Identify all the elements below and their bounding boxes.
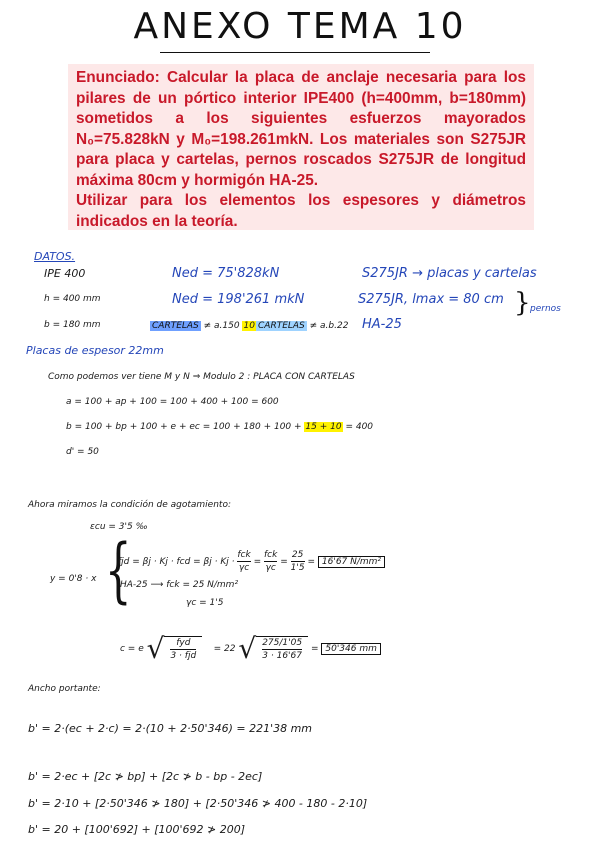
y-equation: y = 0'8 · x — [50, 574, 97, 584]
material-pernos: S275JR, lmax = 80 cm — [358, 292, 504, 307]
datos-profile: IPE 400 — [44, 267, 86, 280]
b-line-post: = 400 — [342, 422, 374, 432]
fraction-den: 1'5 — [290, 563, 305, 573]
page-title: ANEXO TEMA 10 — [133, 6, 467, 47]
sqrt-icon: √ — [238, 632, 257, 665]
bprime-line-1: b' = 2·(ec + 2·c) = 2·(10 + 2·50'346) = 221'38 mm — [28, 722, 313, 735]
fraction-num: 25 — [291, 550, 304, 560]
c-result: 50'346 mm — [321, 643, 381, 655]
cartelas-note-2 — [256, 321, 348, 331]
statement-paragraph-1: Enunciado: Calcular la placa de anclaje necesaria para los pilares de un pórtico interior IPE400 (h=400mm, b=180mm) sometidos a los siguientes esfuerzos mayorados N₀=75.828kN y M₀=198.261mkN. Los materiales son S275JR para placa y cartelas, pernos roscados S275JR de longitud máxima 80cm y hormigón HA-25. — [76, 69, 526, 189]
intro-line: Como podemos ver tiene M y N ⇒ Modulo 2 : PLACA CON CARTELAS — [48, 372, 355, 382]
pernos-label: pernos — [530, 304, 561, 314]
b-line — [66, 422, 373, 432]
title-underline — [160, 52, 430, 53]
problem-statement-box — [68, 64, 534, 230]
datos-heading: DATOS. — [34, 250, 76, 263]
a-line: a = 100 + ap + 100 = 100 + 400 + 100 = 600 — [66, 397, 279, 407]
fraction-num: 275/1'05 — [262, 637, 303, 648]
fjd-eq: = — [253, 557, 262, 567]
cartelas-rest-1: ≠ a.150 — [203, 321, 243, 331]
ecu-line: εcu = 3'5 ‰ — [90, 522, 148, 532]
fraction-num: fyd — [170, 637, 196, 650]
b-line-pre: b = 100 + bp + 100 + e + ec = 100 + 180 + 100 + — [66, 422, 305, 432]
fraction-den: 3 · fjd — [170, 650, 197, 661]
c-equation — [120, 632, 381, 665]
ha-line: HA-25 ⟶ fck = 25 N/mm² — [120, 580, 239, 590]
ned-moment: Ned = 198'261 mkN — [172, 292, 305, 307]
c-fraction-1 — [164, 636, 202, 662]
fjd-fraction-2 — [264, 549, 277, 574]
material-hormigon: HA-25 — [362, 317, 402, 332]
fjd-fraction-3 — [291, 549, 305, 574]
ahora-line: Ahora miramos la condición de agotamiento: — [28, 500, 231, 510]
cartelas-note-1 — [150, 321, 256, 331]
ancho-heading: Ancho portante: — [28, 684, 101, 694]
c-eq: = — [310, 644, 319, 654]
bprime-line-4: b' = 20 + [100'692] + [100'692 ≯ 200] — [28, 823, 246, 836]
cartelas-highlight-10: 10 — [243, 321, 255, 331]
gamma-line: γc = 1'5 — [186, 598, 224, 608]
cartelas-label-blue: CARTELAS — [152, 321, 199, 331]
fjd-pre: fjd = βj · Kj · fcd = βj · Kj · — [118, 557, 235, 567]
placas-espesor: Placas de espesor 22mm — [26, 344, 164, 357]
datos-width: b = 180 mm — [44, 320, 101, 330]
bprime-line-3: b' = 2·10 + [2·50'346 ≯ 180] + [2·50'346 ≯ 400 - 180 - 2·10] — [28, 797, 368, 810]
datos-height: h = 400 mm — [44, 294, 101, 304]
fjd-eq-3: = — [307, 557, 316, 567]
cartelas-rest-2: ≠ a.b.22 — [309, 321, 349, 331]
d-line: d' = 50 — [66, 447, 99, 457]
fraction-num: fck — [237, 550, 251, 560]
cartelas-label-cyan: CARTELAS — [258, 321, 305, 331]
material-placas: S275JR → placas y cartelas — [362, 266, 537, 281]
fjd-fraction-1 — [237, 549, 250, 574]
c-pre: c = e — [120, 644, 144, 654]
bprime-line-2: b' = 2·ec + [2c ≯ bp] + [2c ≯ b - bp - 2ec] — [28, 770, 263, 783]
fjd-equation — [118, 549, 385, 574]
problem-statement-text — [76, 68, 526, 232]
pernos-brace: } — [514, 288, 531, 318]
sqrt-icon: √ — [146, 632, 165, 665]
ned-axial: Ned = 75'828kN — [172, 266, 280, 281]
condition-brace: { — [104, 529, 132, 611]
fjd-result: 16'67 N/mm² — [318, 556, 385, 568]
b-line-highlight: 15 + 10 — [305, 422, 342, 432]
c-fraction-2 — [256, 636, 308, 662]
fraction-num: fck — [264, 550, 278, 560]
fjd-eq-2: = — [280, 557, 288, 567]
statement-paragraph-2: Utilizar para los elementos los espesores y diámetros indicados en la teoría. — [76, 192, 526, 230]
fraction-den: 3 · 16'67 — [262, 650, 302, 661]
c-mid: = 22 — [213, 644, 236, 654]
fraction-den: γc — [265, 563, 276, 573]
fraction-den: γc — [238, 563, 250, 573]
